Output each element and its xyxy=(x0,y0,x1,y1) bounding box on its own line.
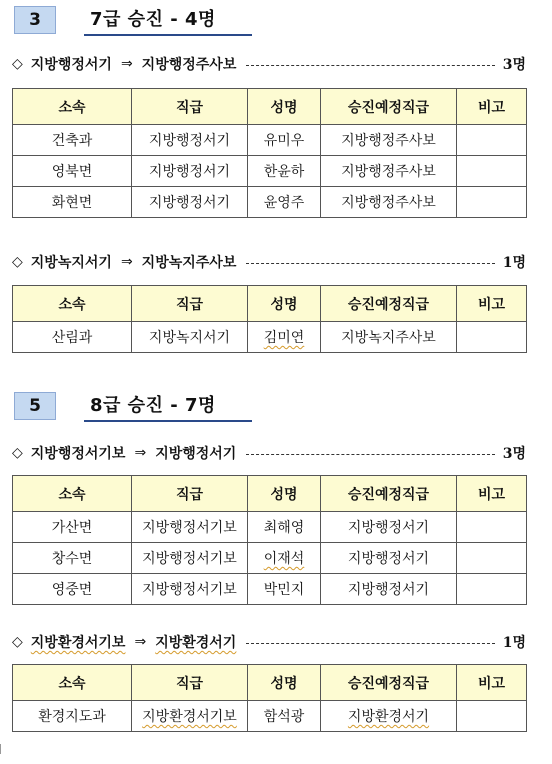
cell-affiliation: 건축과 xyxy=(13,125,132,156)
col-remarks: 비고 xyxy=(457,665,527,701)
cell-name: 이재석 xyxy=(248,543,321,574)
table-row xyxy=(13,543,527,574)
cell-remarks xyxy=(457,574,527,605)
promotion-table xyxy=(12,88,527,218)
cell-target-rank: 지방행정서기 xyxy=(321,574,457,605)
cell-target-rank: 지방행정서기 xyxy=(321,543,457,574)
table-row xyxy=(13,512,527,543)
cell-target-rank: 지방녹지주사보 xyxy=(321,322,457,353)
table-row xyxy=(13,322,527,353)
cell-rank: 지방행정서기보 xyxy=(132,574,248,605)
cell-target-rank: 지방행정주사보 xyxy=(321,156,457,187)
group-header xyxy=(12,443,526,463)
col-name: 성명 xyxy=(248,665,321,701)
col-name: 성명 xyxy=(248,286,321,322)
cell-affiliation: 환경지도과 xyxy=(13,701,132,732)
cell-target-rank: 지방행정주사보 xyxy=(321,187,457,218)
section-number: 5 xyxy=(14,392,56,420)
cell-rank: 지방녹지서기 xyxy=(132,322,248,353)
col-name: 성명 xyxy=(248,89,321,125)
section-header-5 xyxy=(14,392,252,420)
cell-name: 유미우 xyxy=(248,125,321,156)
col-target-rank: 승진예정직급 xyxy=(321,286,457,322)
col-rank: 직급 xyxy=(132,476,248,512)
leader-dashes xyxy=(246,454,494,455)
to-rank: 지방환경서기 xyxy=(155,635,237,651)
head-count: 3명 xyxy=(502,446,526,462)
group-header xyxy=(12,632,526,652)
leader-dashes xyxy=(246,643,494,644)
group-header xyxy=(12,54,526,74)
cell-affiliation: 영북면 xyxy=(13,156,132,187)
to-rank: 지방행정주사보 xyxy=(141,57,237,73)
cell-name: 김미연 xyxy=(248,322,321,353)
diamond-icon: ◇ xyxy=(12,254,23,270)
from-rank: 지방녹지서기 xyxy=(30,255,112,271)
table-row xyxy=(13,125,527,156)
arrow-icon: ⇒ xyxy=(134,634,147,650)
from-rank: 지방행정서기보 xyxy=(30,446,126,462)
arrow-icon: ⇒ xyxy=(120,254,133,270)
head-count: 1명 xyxy=(502,255,526,271)
cell-rank: 지방환경서기보 xyxy=(132,701,248,732)
cell-target-rank: 지방행정서기 xyxy=(321,512,457,543)
col-target-rank: 승진예정직급 xyxy=(321,665,457,701)
cell-rank: 지방행정서기 xyxy=(132,187,248,218)
cell-affiliation: 화현면 xyxy=(13,187,132,218)
col-rank: 직급 xyxy=(132,286,248,322)
table-row xyxy=(13,187,527,218)
cell-affiliation: 영중면 xyxy=(13,574,132,605)
head-count: 1명 xyxy=(502,635,526,651)
page-corner-mark xyxy=(0,744,11,754)
col-remarks: 비고 xyxy=(457,286,527,322)
col-name: 성명 xyxy=(248,476,321,512)
cell-remarks xyxy=(457,322,527,353)
to-rank: 지방녹지주사보 xyxy=(141,255,237,271)
table-row xyxy=(13,156,527,187)
table-header-row xyxy=(13,89,527,125)
col-rank: 직급 xyxy=(132,665,248,701)
cell-remarks xyxy=(457,543,527,574)
table-header-row xyxy=(13,476,527,512)
promotion-table xyxy=(12,285,527,353)
table-header-row xyxy=(13,286,527,322)
cell-rank: 지방행정서기 xyxy=(132,125,248,156)
head-count: 3명 xyxy=(502,57,526,73)
diamond-icon: ◇ xyxy=(12,634,23,650)
cell-name: 박민지 xyxy=(248,574,321,605)
from-rank: 지방환경서기보 xyxy=(30,635,126,651)
col-affiliation: 소속 xyxy=(13,476,132,512)
diamond-icon: ◇ xyxy=(12,56,23,72)
cell-rank: 지방행정서기보 xyxy=(132,512,248,543)
col-affiliation: 소속 xyxy=(13,286,132,322)
col-target-rank: 승진예정직급 xyxy=(321,89,457,125)
leader-dashes xyxy=(246,263,494,264)
col-remarks: 비고 xyxy=(457,89,527,125)
col-rank: 직급 xyxy=(132,89,248,125)
cell-remarks xyxy=(457,512,527,543)
cell-remarks xyxy=(457,187,527,218)
col-affiliation: 소속 xyxy=(13,89,132,125)
section-title: 7급 승진 - 4명 xyxy=(84,5,252,36)
cell-target-rank: 지방행정주사보 xyxy=(321,125,457,156)
cell-remarks xyxy=(457,156,527,187)
cell-rank: 지방행정서기보 xyxy=(132,543,248,574)
section-title: 8급 승진 - 7명 xyxy=(84,391,252,422)
arrow-icon: ⇒ xyxy=(134,445,147,461)
table-row xyxy=(13,701,527,732)
diamond-icon: ◇ xyxy=(12,445,23,461)
cell-rank: 지방행정서기 xyxy=(132,156,248,187)
cell-name: 한윤하 xyxy=(248,156,321,187)
col-affiliation: 소속 xyxy=(13,665,132,701)
section-number: 3 xyxy=(14,6,56,34)
table-header-row xyxy=(13,665,527,701)
to-rank: 지방행정서기 xyxy=(155,446,237,462)
promotion-table xyxy=(12,475,527,605)
col-remarks: 비고 xyxy=(457,476,527,512)
group-header xyxy=(12,252,526,272)
arrow-icon: ⇒ xyxy=(120,56,133,72)
leader-dashes xyxy=(246,65,494,66)
cell-affiliation: 창수면 xyxy=(13,543,132,574)
table-row xyxy=(13,574,527,605)
cell-remarks xyxy=(457,701,527,732)
cell-target-rank: 지방환경서기 xyxy=(321,701,457,732)
cell-affiliation: 산림과 xyxy=(13,322,132,353)
col-target-rank: 승진예정직급 xyxy=(321,476,457,512)
promotion-table xyxy=(12,664,527,732)
cell-name: 최해영 xyxy=(248,512,321,543)
cell-name: 함석광 xyxy=(248,701,321,732)
cell-remarks xyxy=(457,125,527,156)
cell-affiliation: 가산면 xyxy=(13,512,132,543)
section-header-3 xyxy=(14,6,252,34)
from-rank: 지방행정서기 xyxy=(30,57,112,73)
cell-name: 윤영주 xyxy=(248,187,321,218)
